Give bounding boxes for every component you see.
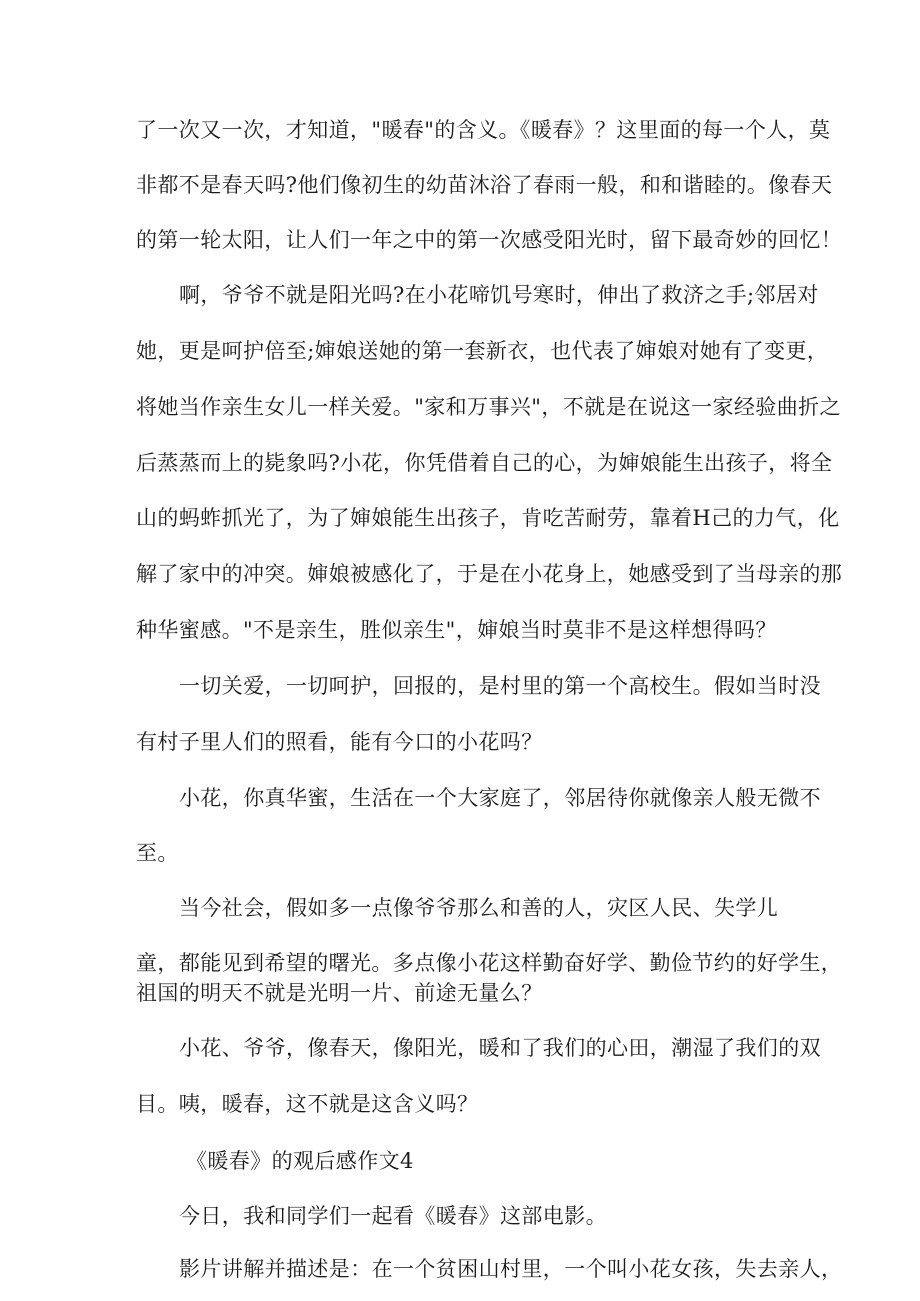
section-heading: 《暖春》的观后感作文4	[186, 1149, 414, 1173]
text-line: 童，都能见到希望的曙光。多点像小花这样勤奋好学、勤俭节约的好学生，	[136, 951, 843, 975]
text-line: 有村子里人们的照看，能有今口的小花吗？	[136, 730, 543, 754]
text-line: 至。	[136, 841, 179, 865]
text-line: 非都不是春天吗?他们像初生的幼苗沐浴了春雨一般，和和谐睦的。像春天	[136, 173, 833, 197]
text-line: 一切关爱，一切呵护，回报的，是村里的第一个高校生。假如当时没	[179, 674, 821, 698]
text-line: 啊，爷爷不就是阳光吗?在小花啼饥号寒时，伸出了救济之手;邻居对	[179, 283, 819, 307]
text-line: 解了家中的冲突。婶娘被感化了，于是在小花身上，她感受到了当母亲的那	[136, 562, 843, 586]
text-line: 小花、爷爷，像春天，像阳光，暖和了我们的心田，潮湿了我们的双	[179, 1036, 821, 1060]
text-line: 祖国的明天不就是光明一片、前途无量么？	[136, 981, 543, 1005]
text-line: 种华蜜感。"不是亲生，胜似亲生"，婶娘当时莫非不是这样想得吗？	[136, 618, 777, 642]
text-line: 后蒸蒸而上的毙象吗?小花，你凭借着自己的心，为婶娘能生出孩子，将全	[136, 451, 833, 475]
text-line: 影片讲解并描述是：在一个贫困山村里，一个叫小花女孩，失去亲人，	[179, 1257, 843, 1281]
text-line: 将她当作亲生女儿一样关爱。"家和万事兴"，不就是在说这一家经验曲折之	[136, 395, 841, 419]
text-line: 山的蚂蚱抓光了，为了婶娘能生出孩子，肯吃苦耐劳，靠着H己的力气，化	[136, 506, 840, 530]
text-line: 今日，我和同学们一起看《暖春》这部电影。	[179, 1204, 607, 1228]
text-line: 小花，你真华蜜，生活在一个大家庭了，邻居待你就像亲人般无微不	[179, 786, 821, 810]
text-line: 了一次又一次，才知道，"暖春"的含义。《暖春》？这里面的每一个人，莫	[136, 118, 831, 142]
text-line: 她，更是呵护倍至;婶娘送她的第一套新衣，也代表了婶娘对她有了变更，	[136, 339, 829, 363]
text-line: 的第一轮太阳，让人们一年之中的第一次感受阳光时，留下最奇妙的回忆！	[136, 228, 843, 252]
text-line: 目。咦，暖春，这不就是这含义吗？	[136, 1092, 479, 1116]
text-line: 当今社会，假如多一点像爷爷那么和善的人，灾区人民、失学儿	[179, 896, 779, 920]
